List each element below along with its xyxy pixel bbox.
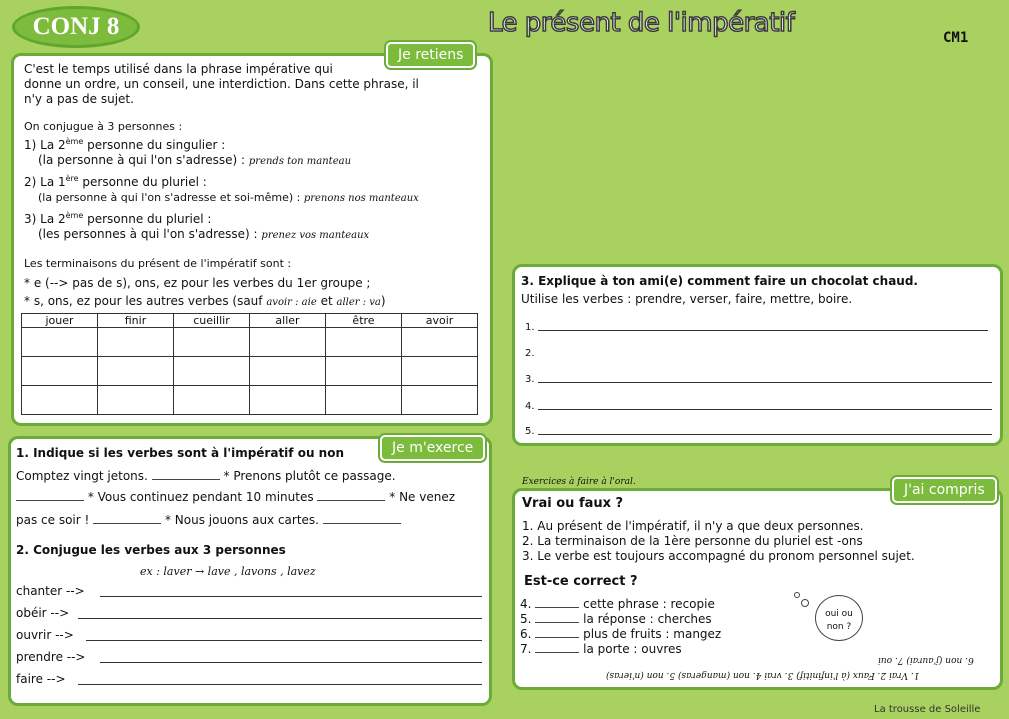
- q1-line-2: [16, 490, 455, 505]
- cell[interactable]: [174, 357, 250, 386]
- ec-verb: recopie: [670, 597, 715, 611]
- q3-title: 3. Explique à ton ami(e) comment faire un chocolat chaud.: [521, 274, 918, 288]
- col-avoir: avoir: [402, 314, 478, 328]
- intro-line-1: C'est le temps utilisé dans la phrase impérative qui: [24, 62, 333, 76]
- table-row: [22, 328, 478, 357]
- q3-line-label-5: 5.: [525, 426, 535, 437]
- p1-sup: ème: [65, 137, 84, 146]
- q3-line-label-4: 4.: [525, 401, 535, 412]
- answer-line[interactable]: [86, 640, 482, 641]
- answer-blank[interactable]: [323, 523, 401, 524]
- cell[interactable]: [326, 386, 402, 415]
- ec-item-7: [520, 642, 721, 657]
- ec-phrase: la réponse :: [583, 612, 654, 626]
- answer-line[interactable]: [100, 662, 482, 663]
- p1-rest: personne du singulier :: [83, 138, 226, 152]
- answers-line-2: 1. Vrai 2. Faux (à l'infinitif) 3. vrai 4. non (mangeras) 5. non (n'ieras): [606, 670, 920, 680]
- verb-prendre: prendre -->: [16, 650, 86, 664]
- ec-verb: mangez: [673, 627, 722, 641]
- person-2: [24, 171, 419, 190]
- cell[interactable]: [402, 357, 478, 386]
- q3-line-label-3: 3.: [525, 374, 535, 385]
- col-etre: être: [326, 314, 402, 328]
- conj-title: On conjugue à 3 personnes :: [24, 120, 183, 133]
- ec-phrase: la porte :: [583, 642, 638, 656]
- oral-note: Exercices à faire à l'oral.: [522, 477, 636, 487]
- p2-label: 2) La 1: [24, 175, 66, 189]
- person-3: [24, 208, 419, 227]
- answer-line[interactable]: [100, 596, 482, 597]
- ec-num: 4.: [520, 597, 532, 611]
- conj-badge: CONJ 8: [12, 6, 140, 48]
- ec-item-6: 6. plus de fruits : mangez: [520, 627, 722, 641]
- table-row: [22, 357, 478, 386]
- verb-faire: faire -->: [16, 672, 66, 686]
- bubble-line-1: oui ou: [825, 609, 853, 619]
- cell[interactable]: [98, 328, 174, 357]
- answer-blank[interactable]: [535, 637, 579, 638]
- ec-num: 7.: [520, 642, 532, 656]
- cell[interactable]: [250, 328, 326, 357]
- answer-line[interactable]: [78, 684, 482, 685]
- bubble-line-2: non ?: [826, 622, 852, 632]
- retiens-content: [24, 62, 419, 310]
- cell[interactable]: [98, 386, 174, 415]
- q2-title: 2. Conjugue les verbes aux 3 personnes: [16, 543, 286, 557]
- term2-a: * s, ons, ez pour les autres verbes (sauf: [24, 294, 263, 308]
- cell[interactable]: [250, 386, 326, 415]
- ec-verb: cherches: [657, 612, 712, 626]
- vf-list: [522, 519, 915, 564]
- writing-line[interactable]: [538, 434, 992, 435]
- term2-avoir: avoir : aie: [266, 297, 317, 308]
- vf-item-2: 2. La terminaison de la 1ère personne du pluriel est -ons: [522, 534, 863, 548]
- person-2-desc: [24, 190, 419, 206]
- p3-label: 3) La 2: [24, 212, 66, 226]
- writing-line[interactable]: [538, 382, 992, 383]
- p3-rest: personne du pluriel :: [83, 212, 212, 226]
- q1-sentence-1: Comptez vingt jetons.: [16, 469, 148, 483]
- answer-blank[interactable]: [535, 652, 579, 653]
- intro-line-2: donne un ordre, un conseil, une interdiction. Dans cette phrase, il: [24, 77, 419, 91]
- writing-line[interactable]: [538, 330, 988, 331]
- q1-sentence-4b: pas ce soir !: [16, 513, 90, 527]
- thought-bubble: [815, 595, 863, 641]
- footer-credit: La trousse de Soleille: [874, 704, 981, 715]
- q2-example: ex : laver → lave , lavons , lavez: [140, 565, 316, 578]
- level-label: CM1: [943, 30, 969, 46]
- answer-blank[interactable]: [16, 500, 84, 501]
- ec-list: [520, 597, 721, 657]
- table-header-row: [22, 314, 478, 328]
- vf-item-3: 3. Le verbe est toujours accompagné du pronom personnel sujet.: [522, 549, 915, 563]
- ec-num: 5.: [520, 612, 532, 626]
- q1-sentence-4a: * Ne venez: [389, 490, 456, 504]
- page-title: Le présent de l'impératif: [488, 8, 795, 38]
- retiens-tag: Je retiens: [386, 42, 475, 68]
- p3-desc: (les personnes à qui l'on s'adresse) :: [38, 227, 258, 241]
- p1-desc: (la personne à qui l'on s'adresse) :: [38, 153, 246, 167]
- cell[interactable]: [22, 328, 98, 357]
- ec-num: 6.: [520, 627, 532, 641]
- answer-blank[interactable]: [535, 607, 579, 608]
- vf-title: Vrai ou faux ?: [522, 496, 624, 511]
- q3-line-label-2: 2.: [525, 348, 535, 359]
- q3-subtitle: Utilise les verbes : prendre, verser, faire, mettre, boire.: [521, 292, 853, 306]
- verb-obeir: obéir -->: [16, 606, 70, 620]
- q3-line-label-1: 1.: [525, 322, 535, 333]
- cell[interactable]: [98, 357, 174, 386]
- answer-blank[interactable]: [317, 500, 385, 501]
- p1-example: prends ton manteau: [248, 156, 352, 167]
- term2-et: et: [320, 294, 333, 308]
- person-3-desc: [24, 227, 419, 243]
- compris-tag: J'ai compris: [892, 477, 997, 503]
- cell[interactable]: [174, 328, 250, 357]
- cell[interactable]: [250, 357, 326, 386]
- verb-ouvrir: ouvrir -->: [16, 628, 74, 642]
- p2-desc: (la personne à qui l'on s'adresse et soi-même) :: [38, 191, 301, 204]
- table-row: [22, 386, 478, 415]
- q1-title: 1. Indique si les verbes sont à l'impératif ou non: [16, 446, 344, 460]
- cell[interactable]: [22, 357, 98, 386]
- thought-dot-small: [794, 592, 800, 598]
- col-finir: finir: [98, 314, 174, 328]
- exerce-tag: Je m'exerce: [380, 435, 485, 461]
- cell[interactable]: [402, 328, 478, 357]
- cell[interactable]: [402, 386, 478, 415]
- person-1: [24, 134, 419, 153]
- answer-line[interactable]: [78, 618, 482, 619]
- ec-phrase: cette phrase: [583, 597, 659, 611]
- term2-aller: aller : va: [336, 297, 381, 308]
- term-rule-1: * e (--> pas de s), ons, ez pour les verbes du 1er groupe ;: [24, 276, 371, 290]
- q1-sentence-2: * Prenons plutôt ce passage.: [223, 469, 396, 483]
- q1-line-3: [16, 513, 401, 528]
- term-title: Les terminaisons du présent de l'impératif sont :: [24, 257, 292, 270]
- conjugation-table: [21, 313, 478, 415]
- col-aller: aller: [250, 314, 326, 328]
- answer-blank[interactable]: [535, 622, 579, 623]
- cell[interactable]: [326, 328, 402, 357]
- p3-example: prenez vos manteaux: [261, 230, 370, 241]
- q1-line-1: [16, 469, 396, 484]
- intro-line-3: n'y a pas de sujet.: [24, 92, 134, 106]
- writing-line[interactable]: [538, 409, 992, 410]
- term2-close: ): [380, 294, 386, 308]
- ec-phrase: plus de fruits: [583, 627, 662, 641]
- ec-verb: ouvres: [641, 642, 682, 656]
- col-jouer: jouer: [22, 314, 98, 328]
- answer-blank[interactable]: [93, 523, 161, 524]
- q1-sentence-3: * Vous continuez pendant 10 minutes: [87, 490, 314, 504]
- person-1-desc: [24, 153, 419, 169]
- p1-label: 1) La 2: [24, 138, 66, 152]
- p3-sup: ème: [65, 211, 84, 220]
- cell[interactable]: [326, 357, 402, 386]
- ec-item-4: 4. cette phrase : recopie: [520, 597, 715, 611]
- ec-title: Est-ce correct ?: [524, 574, 638, 589]
- cell[interactable]: [174, 386, 250, 415]
- q1-sentence-5: * Nous jouons aux cartes.: [164, 513, 319, 527]
- p2-example: prenons nos manteaux: [303, 193, 419, 204]
- answers-line-1: 6. non (j'aurai) 7. oui: [878, 655, 974, 665]
- verb-chanter: chanter -->: [16, 584, 85, 598]
- term-rule-2: [24, 294, 419, 310]
- p2-rest: personne du pluriel :: [78, 175, 207, 189]
- vf-item-1: 1. Au présent de l'impératif, il n'y a que deux personnes.: [522, 519, 864, 533]
- col-cueillir: cueillir: [174, 314, 250, 328]
- p2-sup: ère: [65, 174, 79, 183]
- cell[interactable]: [22, 386, 98, 415]
- answer-blank[interactable]: [152, 479, 220, 480]
- thought-dot-medium: [801, 599, 809, 607]
- ec-item-5: [520, 612, 721, 627]
